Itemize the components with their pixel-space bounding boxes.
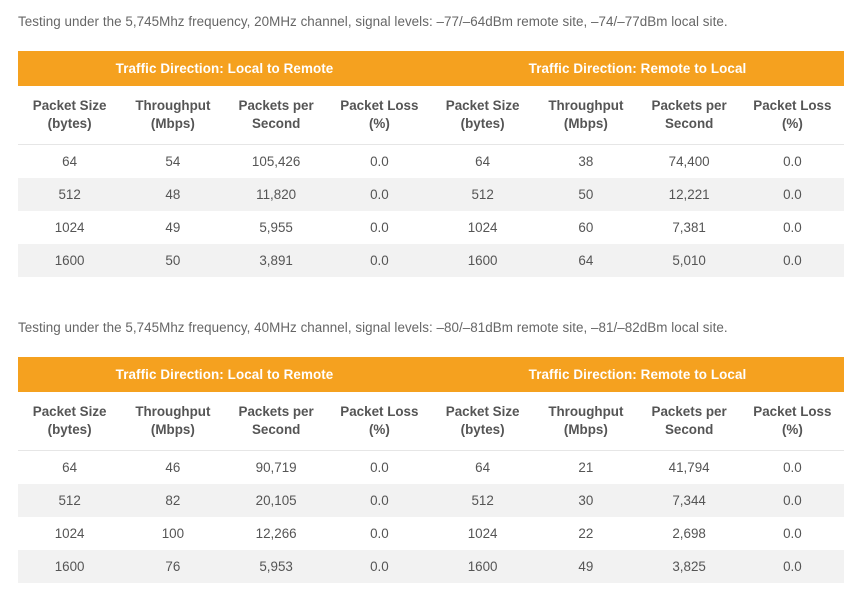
table-cell: 64 [431,451,534,485]
table-cell: 54 [121,145,224,179]
table-cell: 64 [18,145,121,179]
table-cell: 21 [534,451,637,485]
column-header-line: (%) [781,422,803,437]
table-cell: 1600 [431,244,534,277]
table-cell: 7,381 [638,211,741,244]
table-cell: 512 [431,484,534,517]
table-cell: 5,953 [225,550,328,583]
table-cell: 82 [121,484,224,517]
column-header-line: (%) [368,422,390,437]
table-1-caption: Testing under the 5,745Mhz frequency, 20MHz channel, signal levels: –77/–64dBm remote site, –74/–77dBm local site. [18,14,728,29]
table-cell: 60 [534,211,637,244]
table-cell: 0.0 [328,484,431,517]
table-cell: 30 [534,484,637,517]
table-row [18,451,844,485]
table-cell: 0.0 [741,517,844,550]
direction-local-to-remote: Traffic Direction: Local to Remote [18,51,431,86]
column-header-line: Packet Loss [753,98,832,113]
table-cell: 512 [18,178,121,211]
table-cell: 0.0 [741,211,844,244]
column-header-line: (bytes) [460,422,505,437]
table-cell: 1024 [18,517,121,550]
table-cell: 1024 [18,211,121,244]
column-header [534,86,637,145]
table-cell: 20,105 [225,484,328,517]
column-header-line: Throughput [135,98,211,113]
table-cell: 64 [18,451,121,485]
column-header-line: Throughput [548,98,624,113]
table-cell: 50 [534,178,637,211]
column-header-line: Packets per [651,98,727,113]
table-cell: 5,955 [225,211,328,244]
table-cell: 49 [121,211,224,244]
table-cell: 0.0 [741,244,844,277]
table-row [18,211,844,244]
table-cell: 46 [121,451,224,485]
table-row [18,178,844,211]
column-header-line: Packet Loss [340,404,419,419]
column-header-line: Second [664,116,714,131]
table-cell: 64 [534,244,637,277]
column-header-line: Throughput [135,404,211,419]
table-cell: 3,891 [225,244,328,277]
column-header-line: (%) [368,116,390,131]
table-cell: 12,221 [638,178,741,211]
direction-remote-to-local: Traffic Direction: Remote to Local [431,51,844,86]
table-cell: 1600 [18,244,121,277]
table-cell: 0.0 [328,244,431,277]
table-cell: 0.0 [741,484,844,517]
column-header-line: Packets per [651,404,727,419]
table-row [18,244,844,277]
column-header-line: Packet Loss [340,98,419,113]
table-cell: 5,010 [638,244,741,277]
column-header-line: Packet Size [445,98,520,113]
column-header [638,86,741,145]
table-cell: 0.0 [741,178,844,211]
table-cell: 12,266 [225,517,328,550]
table-cell: 512 [18,484,121,517]
table-cell: 0.0 [328,517,431,550]
table-cell: 1024 [431,517,534,550]
table-cell: 3,825 [638,550,741,583]
column-header-line: (bytes) [47,116,92,131]
column-header-line: (%) [781,116,803,131]
column-header-line: Packet Size [32,98,107,113]
column-header [741,86,844,145]
column-header [328,392,431,451]
direction-remote-to-local: Traffic Direction: Remote to Local [431,357,844,392]
table-cell: 1024 [431,211,534,244]
table-cell: 48 [121,178,224,211]
table-cell: 0.0 [328,211,431,244]
direction-header-row [18,51,844,86]
table-cell: 50 [121,244,224,277]
column-header-line: Packet Loss [753,404,832,419]
column-header [431,392,534,451]
table-cell: 105,426 [225,145,328,179]
table-cell: 22 [534,517,637,550]
table-cell: 41,794 [638,451,741,485]
direction-header-row [18,357,844,392]
column-header [121,86,224,145]
direction-local-to-remote: Traffic Direction: Local to Remote [18,357,431,392]
column-header [741,392,844,451]
column-header-line: (Mbps) [150,116,195,131]
results-table-40mhz [18,357,844,583]
results-table-20mhz [18,51,844,277]
table-cell: 7,344 [638,484,741,517]
column-header-line: Second [251,422,301,437]
table-cell: 49 [534,550,637,583]
table-cell: 64 [431,145,534,179]
column-header [534,392,637,451]
column-header-row [18,86,844,145]
table-cell: 0.0 [328,550,431,583]
column-header [328,86,431,145]
table-cell: 1600 [18,550,121,583]
column-header [431,86,534,145]
column-header-line: Second [251,116,301,131]
table-row [18,550,844,583]
column-header [638,392,741,451]
column-header-line: Packet Size [32,404,107,419]
column-header-row [18,392,844,451]
table-cell: 512 [431,178,534,211]
column-header-line: (Mbps) [563,116,608,131]
column-header [121,392,224,451]
table-cell: 2,698 [638,517,741,550]
table-cell: 74,400 [638,145,741,179]
table-cell: 76 [121,550,224,583]
table-cell: 11,820 [225,178,328,211]
column-header [18,86,121,145]
column-header [225,86,328,145]
table-cell: 0.0 [328,178,431,211]
column-header-line: (Mbps) [563,422,608,437]
column-header-line: (Mbps) [150,422,195,437]
table-cell: 1600 [431,550,534,583]
column-header [225,392,328,451]
table-cell: 90,719 [225,451,328,485]
table-cell: 0.0 [741,550,844,583]
table-row [18,517,844,550]
column-header-line: Packets per [238,404,314,419]
table-row [18,484,844,517]
column-header-line: Second [664,422,714,437]
table-2-caption: Testing under the 5,745Mhz frequency, 40MHz channel, signal levels: –80/–81dBm remote site, –81/–82dBm local site. [18,320,728,335]
table-cell: 0.0 [328,451,431,485]
column-header-line: Throughput [548,404,624,419]
table-cell: 38 [534,145,637,179]
column-header [18,392,121,451]
column-header-line: Packet Size [445,404,520,419]
table-cell: 0.0 [328,145,431,179]
table-cell: 0.0 [741,145,844,179]
table-cell: 100 [121,517,224,550]
table-cell: 0.0 [741,451,844,485]
table-row [18,145,844,179]
column-header-line: (bytes) [47,422,92,437]
column-header-line: (bytes) [460,116,505,131]
column-header-line: Packets per [238,98,314,113]
